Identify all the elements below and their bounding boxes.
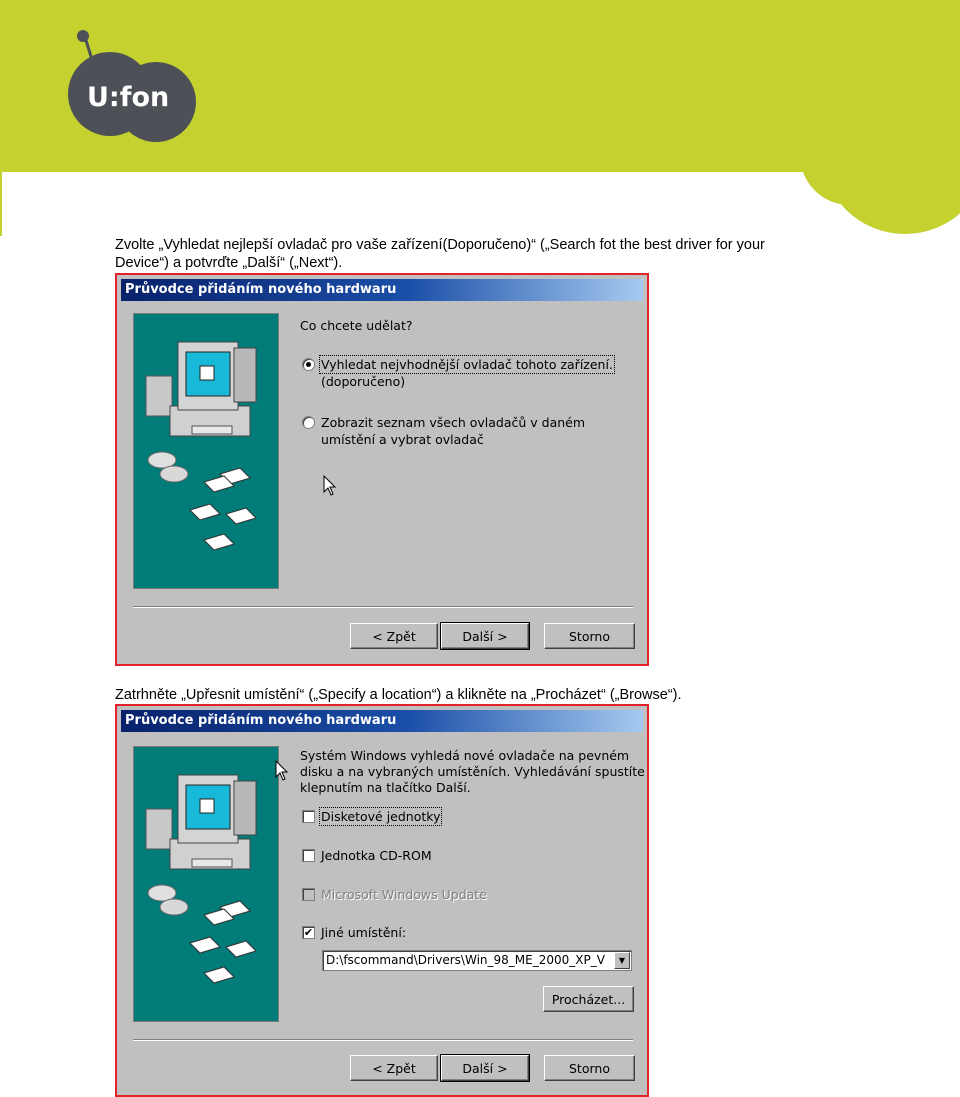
cancel-button[interactable]: Storno — [544, 1055, 635, 1081]
instruction-1-line-1: Zvolte „Vyhledat nejlepší ovladač pro vaše zařízení(Doporučeno)“ („Search fot the best driver for your — [115, 237, 765, 253]
ufon-logo — [62, 28, 212, 146]
intro-line-3: klepnutím na tlačítko Další. — [300, 780, 471, 795]
checkbox-windows-update — [302, 888, 315, 901]
mouse-pointer-icon — [323, 475, 337, 497]
instruction-1-line-2: Device“) a potvrďte „Další“ („Next“). — [115, 255, 343, 271]
question-label: Co chcete udělat? — [300, 318, 413, 333]
checkbox-floppy-label[interactable]: Disketové jednotky — [321, 809, 441, 824]
green-left-edge — [0, 172, 2, 236]
checkbox-cdrom[interactable] — [302, 849, 315, 862]
dialog-1-separator — [133, 606, 633, 608]
wizard-illustration-2 — [133, 746, 279, 1022]
radio-show-driver-list[interactable] — [302, 416, 315, 429]
location-path-value: D:\fscommand\Drivers\Win_98_ME_2000_XP_V — [326, 953, 605, 967]
option-list-line-1[interactable]: Zobrazit seznam všech ovladačů v daném — [321, 415, 586, 430]
checkmark-icon: ✔ — [303, 926, 314, 939]
instruction-2: Zatrhněte „Upřesnit umístění“ („Specify a location“) a klikněte na „Procházet“ („Browse“). — [115, 687, 682, 703]
option-search-line-1[interactable]: Vyhledat nejvhodnější ovladač tohoto zařízení. — [321, 357, 613, 372]
mouse-pointer-icon — [275, 760, 289, 782]
green-circle-small — [800, 105, 900, 205]
checkbox-windows-update-label: Microsoft Windows Update — [321, 887, 487, 902]
option-list-line-2[interactable]: umístění a vybrat ovladač — [321, 432, 484, 447]
dialog-2-separator — [133, 1039, 633, 1041]
back-button[interactable]: < Zpět — [350, 1055, 438, 1081]
checkbox-floppy[interactable] — [302, 810, 315, 823]
logo-text: U:fon — [87, 82, 170, 113]
location-combobox[interactable] — [322, 950, 632, 971]
next-button[interactable]: Další > — [441, 623, 529, 649]
intro-line-1: Systém Windows vyhledá nové ovladače na pevném — [300, 748, 630, 763]
wizard-dialog-1 — [115, 273, 649, 666]
wizard-dialog-2 — [115, 704, 649, 1097]
checkbox-other-location[interactable] — [302, 926, 315, 939]
wizard-illustration-1 — [133, 313, 279, 589]
radio-search-best-driver[interactable] — [302, 358, 315, 371]
next-button[interactable]: Další > — [441, 1055, 529, 1081]
browse-button[interactable]: Procházet... — [543, 986, 634, 1012]
option-search-line-2[interactable]: (doporučeno) — [321, 374, 406, 389]
back-button[interactable]: < Zpět — [350, 623, 438, 649]
checkbox-other-location-label[interactable]: Jiné umístění: — [321, 925, 407, 940]
cancel-button[interactable]: Storno — [544, 623, 635, 649]
dropdown-arrow-icon[interactable]: ▼ — [614, 952, 630, 969]
dialog-2-titlebar[interactable]: Průvodce přidáním nového hardwaru — [121, 710, 643, 732]
intro-line-2: disku a na vybraných umístěních. Vyhledávání spustíte — [300, 764, 645, 779]
checkbox-cdrom-label[interactable]: Jednotka CD-ROM — [321, 848, 432, 863]
dialog-1-titlebar[interactable]: Průvodce přidáním nového hardwaru — [121, 279, 643, 301]
